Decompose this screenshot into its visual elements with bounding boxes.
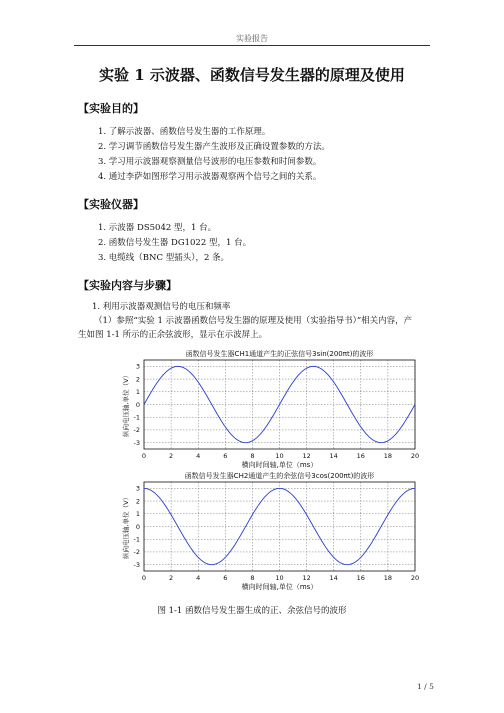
chart-title: 函数信号发生器CH1通道产生的正弦信号3sin(200πt)的波形 — [185, 350, 374, 358]
x-axis-label: 横向时间轴,单位（ms） — [241, 461, 318, 469]
equipment-item: 3. 电缆线（BNC 型插头），2 条。 — [98, 253, 230, 263]
purpose-item: 3. 学习用示波器观察测量信号波形的电压参数和时间参数。 — [98, 157, 322, 167]
x-tick-label: 12 — [302, 574, 311, 582]
y-axis-label: 纵向电压轴,单位（V） — [122, 493, 130, 560]
header-rule — [74, 45, 430, 46]
sine-chart — [121, 349, 419, 469]
x-tick-label: 2 — [169, 574, 174, 582]
y-tick-label: -1 — [133, 413, 140, 422]
x-axis-label: 横向时间轴,单位（ms） — [241, 583, 318, 591]
chart-title: 函数信号发生器CH2通道产生的余弦信号3cos(200πt)的波形 — [184, 472, 375, 480]
x-tick-label: 10 — [275, 452, 284, 460]
y-tick-label: 3 — [135, 484, 140, 493]
y-tick-label: -3 — [133, 438, 140, 447]
x-tick-label: 20 — [410, 452, 420, 460]
x-tick-label: 6 — [223, 452, 228, 460]
purpose-item: 4. 通过李萨如图形学习用示波器观察两个信号之间的关系。 — [98, 172, 322, 182]
y-tick-label: 3 — [135, 362, 140, 371]
y-tick-label: 0 — [135, 522, 140, 531]
steps-paragraph-line: 生如图 1-1 所示的正余弦波形，显示在示波屏上。 — [78, 330, 268, 340]
x-tick-label: 18 — [383, 452, 393, 460]
y-tick-label: -3 — [133, 560, 140, 569]
page-title: 实验 1 示波器、函数信号发生器的原理及使用 — [99, 66, 405, 84]
x-tick-label: 10 — [275, 574, 284, 582]
x-tick-label: 4 — [196, 574, 201, 582]
series-line — [144, 366, 415, 442]
x-tick-label: 8 — [250, 574, 255, 582]
x-tick-label: 18 — [383, 574, 393, 582]
y-tick-label: -2 — [133, 548, 140, 557]
equipment-item: 1. 示波器 DS5042 型，1 台。 — [98, 223, 217, 233]
x-tick-label: 4 — [196, 452, 201, 460]
section-heading-purpose: 【实验目的】 — [78, 102, 144, 115]
x-tick-label: 12 — [302, 452, 311, 460]
page-number: 1 / 5 — [417, 682, 434, 691]
cosine-chart — [121, 471, 419, 591]
section-heading-equipment: 【实验仪器】 — [78, 198, 144, 211]
x-tick-label: 20 — [410, 574, 420, 582]
x-tick-label: 14 — [329, 452, 338, 460]
y-tick-label: -1 — [133, 535, 140, 544]
purpose-item: 2. 学习调节函数信号发生器产生波形及正确设置参数的方法。 — [98, 142, 330, 152]
x-tick-label: 6 — [223, 574, 228, 582]
x-tick-label: 16 — [356, 574, 365, 582]
running-header: 实验报告 — [236, 34, 268, 43]
x-tick-label: 8 — [250, 452, 255, 460]
y-tick-label: 2 — [135, 497, 140, 506]
x-tick-label: 0 — [141, 574, 147, 582]
x-tick-label: 2 — [169, 452, 174, 460]
y-tick-label: 2 — [135, 375, 140, 384]
steps-paragraph-line: （1）参照“实验 1 示波器函数信号发生器的原理及使用（实验指导书）”相关内容，产 — [94, 316, 413, 326]
y-tick-label: 0 — [135, 400, 140, 409]
equipment-item: 2. 函数信号发生器 DG1022 型，1 台。 — [98, 238, 252, 248]
x-tick-label: 0 — [141, 452, 147, 460]
steps-item: 1. 利用示波器观测信号的电压和频率 — [92, 302, 231, 312]
y-tick-label: 1 — [135, 510, 140, 519]
purpose-item: 1. 了解示波器、函数信号发生器的工作原理。 — [98, 127, 271, 137]
section-heading-steps: 【实验内容与步骤】 — [78, 279, 177, 292]
x-tick-label: 16 — [356, 452, 365, 460]
y-tick-label: -2 — [133, 426, 140, 435]
y-axis-label: 纵向电压轴,单位（V） — [122, 371, 130, 438]
waveform-figure — [118, 346, 418, 602]
figure-caption: 图 1-1 函数信号发生器生成的正、余弦信号的波形 — [157, 606, 347, 616]
y-tick-label: 1 — [135, 388, 140, 397]
x-tick-label: 14 — [329, 574, 338, 582]
